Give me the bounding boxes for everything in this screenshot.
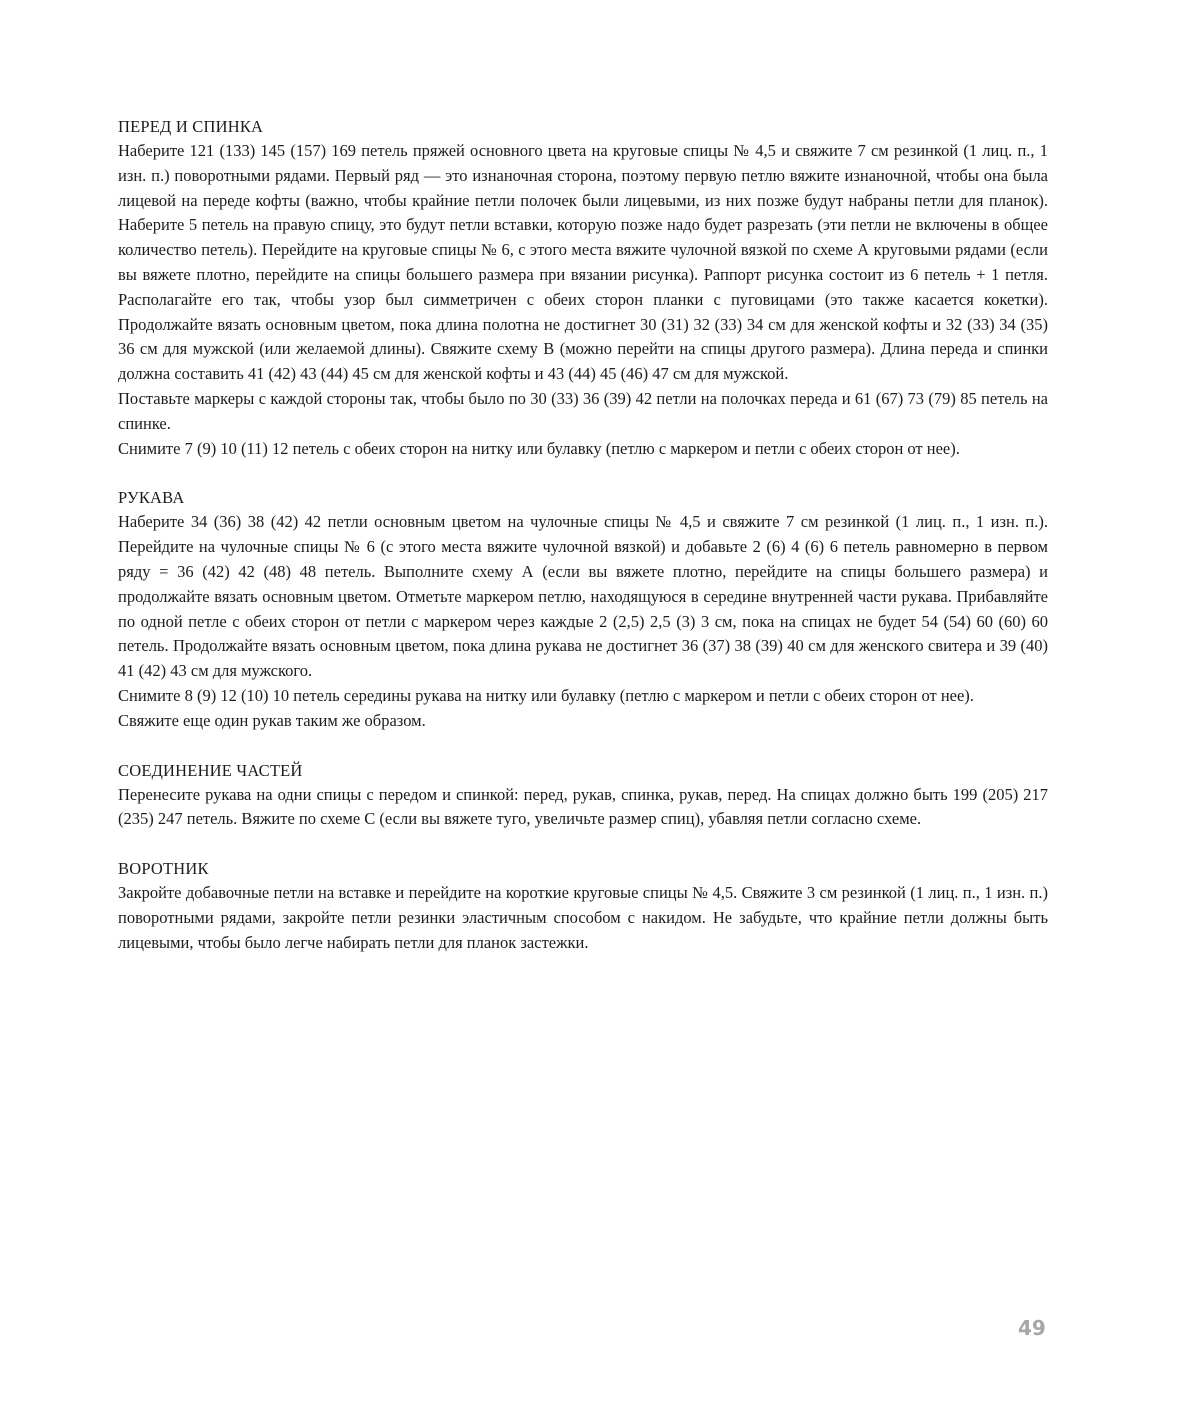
page-number: 49 bbox=[1018, 1316, 1046, 1340]
paragraph: Снимите 7 (9) 10 (11) 12 петель с обеих сторон на нитку или булавку (петлю с маркером и петли с обеих сторон от нее). bbox=[118, 438, 960, 458]
paragraph: Закройте добавочные петли на вставке и перейдите на короткие круговые спицы № 4,5. Свяжите 3 см резинкой (1 лиц. п., 1 изн. п.) поворотными рядами, закройте петли резинки эластичным способом с накидом. Не забудьте, что крайние петли должны быть лицевыми, чтобы было легче набирать петли для планок застежки. bbox=[118, 883, 1048, 952]
section-title: СОЕДИНЕНИЕ ЧАСТЕЙ bbox=[118, 760, 303, 780]
section-title: ВОРОТНИК bbox=[118, 859, 209, 879]
section-collar bbox=[118, 856, 1048, 955]
paragraph: Снимите 8 (9) 12 (10) 10 петель середины рукава на нитку или булавку (петлю с маркером и петли с обеих сторон от нее). bbox=[118, 685, 974, 705]
paragraph: Поставьте маркеры с каждой стороны так, чтобы было по 30 (33) 36 (39) 42 петли на полочках переда и 61 (67) 73 (79) 85 петель на спинке. bbox=[118, 388, 1048, 433]
section-title: ПЕРЕД И СПИНКА bbox=[118, 117, 264, 136]
section-front-and-back bbox=[118, 114, 1048, 461]
section-joining-parts bbox=[118, 758, 1048, 833]
paragraph: Наберите 121 (133) 145 (157) 169 петель пряжей основного цвета на круговые спицы № 4,5 и свяжите 7 см резинкой (1 лиц. п., 1 изн. п.) поворотными рядами. Первый ряд — это изнаночная сторона, поэтому первую петлю вяжите изнаночной, чтобы она была лицевой на переде кофты (важно, чтобы крайние петли полочек были лицевыми, из них позже будут набраны петли для планок). Наберите 5 петель на правую спицу, это будут петли вставки, которую позже надо будет разрезать (эти петли не включены в общее количество петель). Перейдите на круговые спицы № 6, с этого места вяжите чулочной вязкой по схеме А круговыми рядами (если вы вяжете плотно, перейдите на спицы большего размера при вязании рисунка). Раппорт рисунка состоит из 6 петель + 1 петля. Располагайте его так, чтобы узор был симметричен с обеих сторон планки с пуговицами (это также касается кокетки). Продолжайте вязать основным цветом, пока длина полотна не достигнет 30 (31) 32 (33) 34 см для женской кофты и 32 (33) 34 (35) 36 см для мужской (или желаемой длины). Свяжите схему В (можно перейти на спицы другого размера). Длина переда и спинки должна составить 41 (42) 43 (44) 45 см для женской кофты и 43 (44) 45 (46) 47 см для мужской. bbox=[118, 141, 1048, 384]
section-title: РУКАВА bbox=[118, 488, 185, 508]
paragraph: Перенесите рукава на одни спицы с передом и спинкой: перед, рукав, спинка, рукав, перед. На спицах должно быть 199 (205) 217 (235) 247 петель. Вяжите по схеме С (если вы вяжете туго, увеличьте размер спиц), убавляя петли согласно схеме. bbox=[118, 784, 1048, 829]
paragraph: Свяжите еще один рукав таким же образом. bbox=[118, 710, 426, 730]
section-sleeves bbox=[118, 485, 1048, 733]
paragraph: Наберите 34 (36) 38 (42) 42 петли основным цветом на чулочные спицы № 4,5 и свяжите 7 см резинкой (1 лиц. п., 1 изн. п.). Перейдите на чулочные спицы № 6 (с этого места вяжите чулочной вязкой) и добавьте 2 (6) 4 (6) 6 петель равномерно в первом ряду = 36 (42) 42 (48) 48 петель. Выполните схему А (если вы вяжете плотно, перейдите на спицы большего размера) и продолжайте вязать основным цветом. Отметьте маркером петлю, находящуюся в середине внутренней части рукава. Прибавляйте по одной петле с обеих сторон от петли с маркером через каждые 2 (2,5) 2,5 (3) 3 см, пока на спицах не будет 54 (54) 60 (60) 60 петель. Продолжайте вязать основным цветом, пока длина рукава не достигнет 36 (37) 38 (39) 40 см для женского свитера и 39 (40) 41 (42) 43 см для мужского. bbox=[118, 512, 1048, 681]
page-content bbox=[118, 114, 1048, 980]
